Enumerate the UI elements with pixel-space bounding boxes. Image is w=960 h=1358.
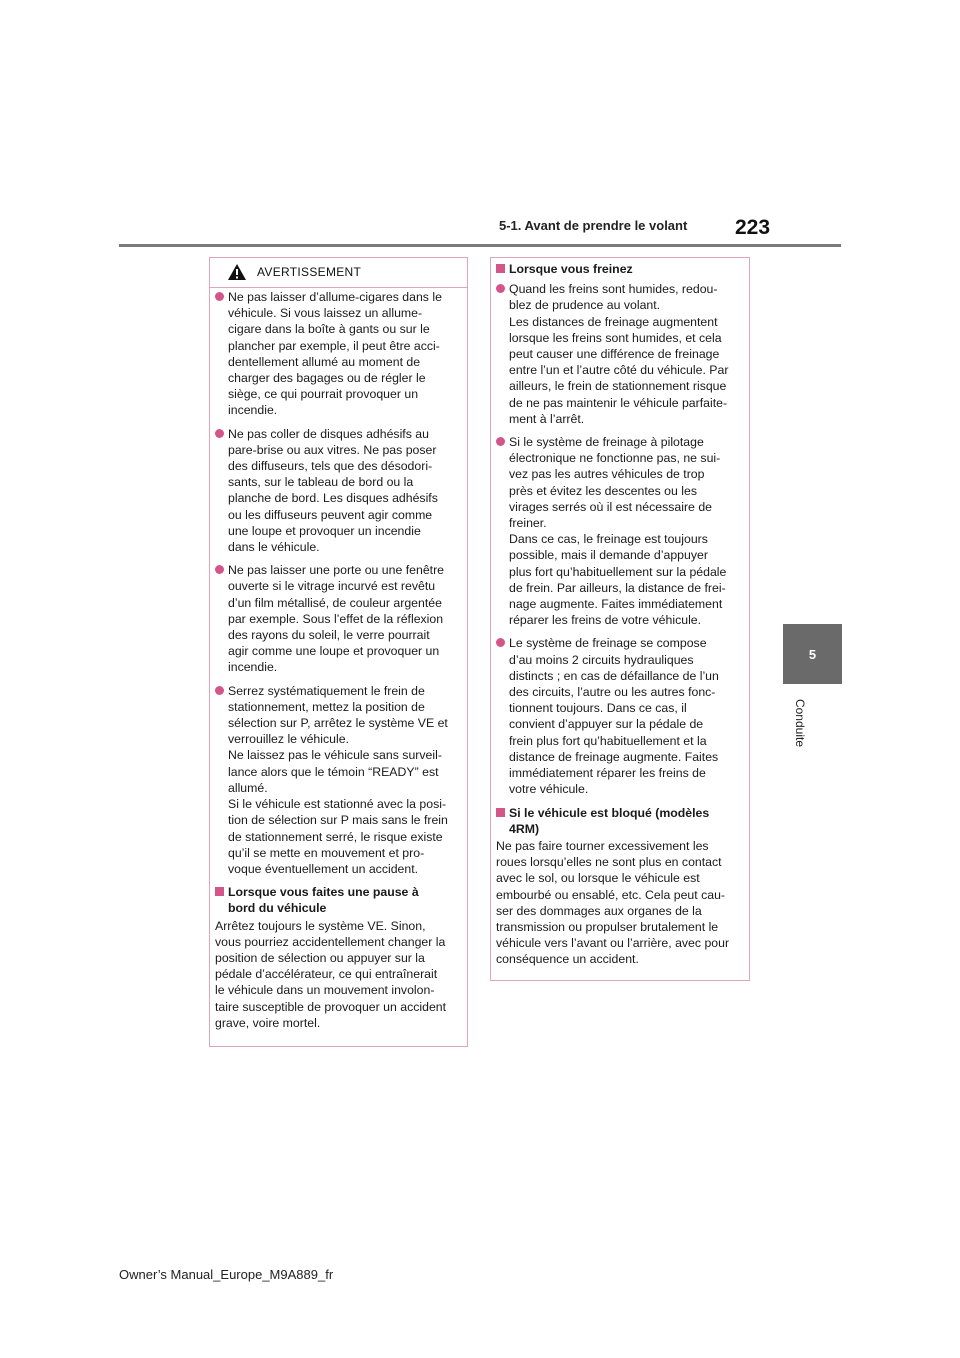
chapter-tab [783, 624, 842, 684]
bullet-text: Ne pas laisser une porte ou une fenêtre ouverte si le vitrage incurvé est revêtu d’un film métallisé, de couleur argentée par exemple. Sous l’effet de la réflexion des rayons du soleil, le verre pourrait agir comme une loupe et provoquer un incendie. [228, 563, 445, 675]
header-divider [119, 244, 841, 247]
warning-bullet [215, 562, 463, 675]
bullet-dot-icon [215, 565, 224, 574]
bullet-text: Ne pas coller de disques adhésifs au pare-brise ou aux vitres. Ne pas poser des diffuseurs, tels que des désodori- sants, sur le tableau de bord ou la planche de bord. Les disques adhésifs ou les diffuseurs peuvent agir comme une loupe et provoquer un incendie dans le véhicule. [228, 426, 438, 555]
section-heading [496, 261, 745, 277]
bullet-text: Si le système de freinage à pilotage électronique ne fonctionne pas, ne sui- vez pas les autres véhicules de trop près et évitez les descentes ou les virages serrés où il est nécessaire de freiner. Dans ce cas, le freinage est toujours possible, mais il demande d’appuyer plus fort qu’habituellement sur la pédale de frein. Par ailleurs, la distance de frei- nage augmente. Faites immédiatement réparer les freins de votre véhicule. [509, 435, 727, 628]
section-heading-text: Lorsque vous faites une pause à bord du véhicule [228, 885, 419, 916]
bullet-dot-icon [496, 638, 505, 647]
section-heading [496, 805, 745, 837]
section-heading-text: Si le véhicule est bloqué (modèles 4RM) [509, 805, 710, 836]
bullet-dot-icon [215, 686, 224, 695]
warning-bullet [215, 289, 463, 419]
section-heading [215, 884, 463, 916]
bullet-dot-icon [496, 437, 505, 446]
section-paragraph: Ne pas faire tourner excessivement les roues lorsqu’elles ne sont plus en contact avec le sol, ou lorsque le véhicule est embourbé ou ensablé, etc. Cela peut cau- ser des dommages aux organes de la transmission ou propulser brutalement le véhicule vers l’avant ou l’arrière, avec pour conséquence un accident. [496, 838, 730, 967]
bullet-dot-icon [496, 284, 505, 293]
page-number: 223 [735, 216, 771, 239]
braking-bullet [496, 434, 745, 628]
braking-bullet [496, 635, 745, 797]
chapter-number: 5 [808, 646, 817, 662]
bullet-dot-icon [215, 429, 224, 438]
warning-content [215, 289, 463, 1037]
braking-bullet [496, 281, 745, 427]
braking-content [496, 261, 745, 974]
bullet-dot-icon [215, 292, 224, 301]
section-heading-text: Lorsque vous freinez [509, 262, 633, 276]
warning-title: AVERTISSEMENT [257, 265, 362, 279]
section-title: 5-1. Avant de prendre le volant [499, 218, 688, 233]
section-paragraph: Arrêtez toujours le système VE. Sinon, vous pourriez accidentellement changer la position de sélection ou appuyer sur la pédale d’accélérateur, ce qui entraînerait le véhicule dans un mouvement involon- taire susceptible de provoquer un accident grave, voire mortel. [215, 918, 447, 1030]
section-square-icon [496, 808, 505, 817]
bullet-text: Quand les freins sont humides, redou- blez de prudence au volant. Les distances de freinage augmentent lorsque les freins sont humides, et cela peut causer une différence de freinage entre l’un et l’autre côté du véhicule. Par ailleurs, le frein de stationnement risque de ne pas maintenir le véhicule parfaite- ment à l’arrêt. [509, 282, 729, 426]
section-square-icon [496, 264, 505, 273]
section-square-icon [215, 887, 224, 896]
bullet-text: Ne pas laisser d’allume-cigares dans le véhicule. Si vous laissez un allume- cigare dans la boîte à gants ou sur le plancher par exemple, il peut être acci- dentellement allumé au moment de charger des bagages ou de régler le siège, ce qui pourrait provoquer un incendie. [228, 290, 442, 418]
warning-triangle-icon [227, 263, 247, 281]
bullet-text: Le système de freinage se compose d’au moins 2 circuits hydrauliques distincts ; en cas de défaillance de l’un des circuits, l’autre ou les autres fonc- tionnent toujours. Dans ce cas, il convient d’appuyer sur la pédale de frein plus fort qu’habituellement et la distance de freinage augmente. Faites immédiatement réparer les freins de votre véhicule. [509, 636, 719, 797]
chapter-label: Conduite [793, 698, 807, 748]
warning-bullet [215, 426, 463, 556]
footer-text: Owner’s Manual_Europe_M9A889_fr [119, 1267, 334, 1282]
warning-bullet [215, 683, 463, 877]
bullet-text: Serrez systématiquement le frein de stationnement, mettez la position de sélection sur P, arrêtez le système VE et verrouillez le véhicule. Ne laissez pas le véhicule sans surveil- lance alors que le témoin “READY” est allumé. Si le véhicule est stationné avec la posi- tion de sélection sur P mais sans le frein de stationnement serré, le risque existe qu’il se mette en mouvement et pro- voque éventuellement un accident. [228, 683, 448, 876]
warning-header [210, 258, 467, 288]
